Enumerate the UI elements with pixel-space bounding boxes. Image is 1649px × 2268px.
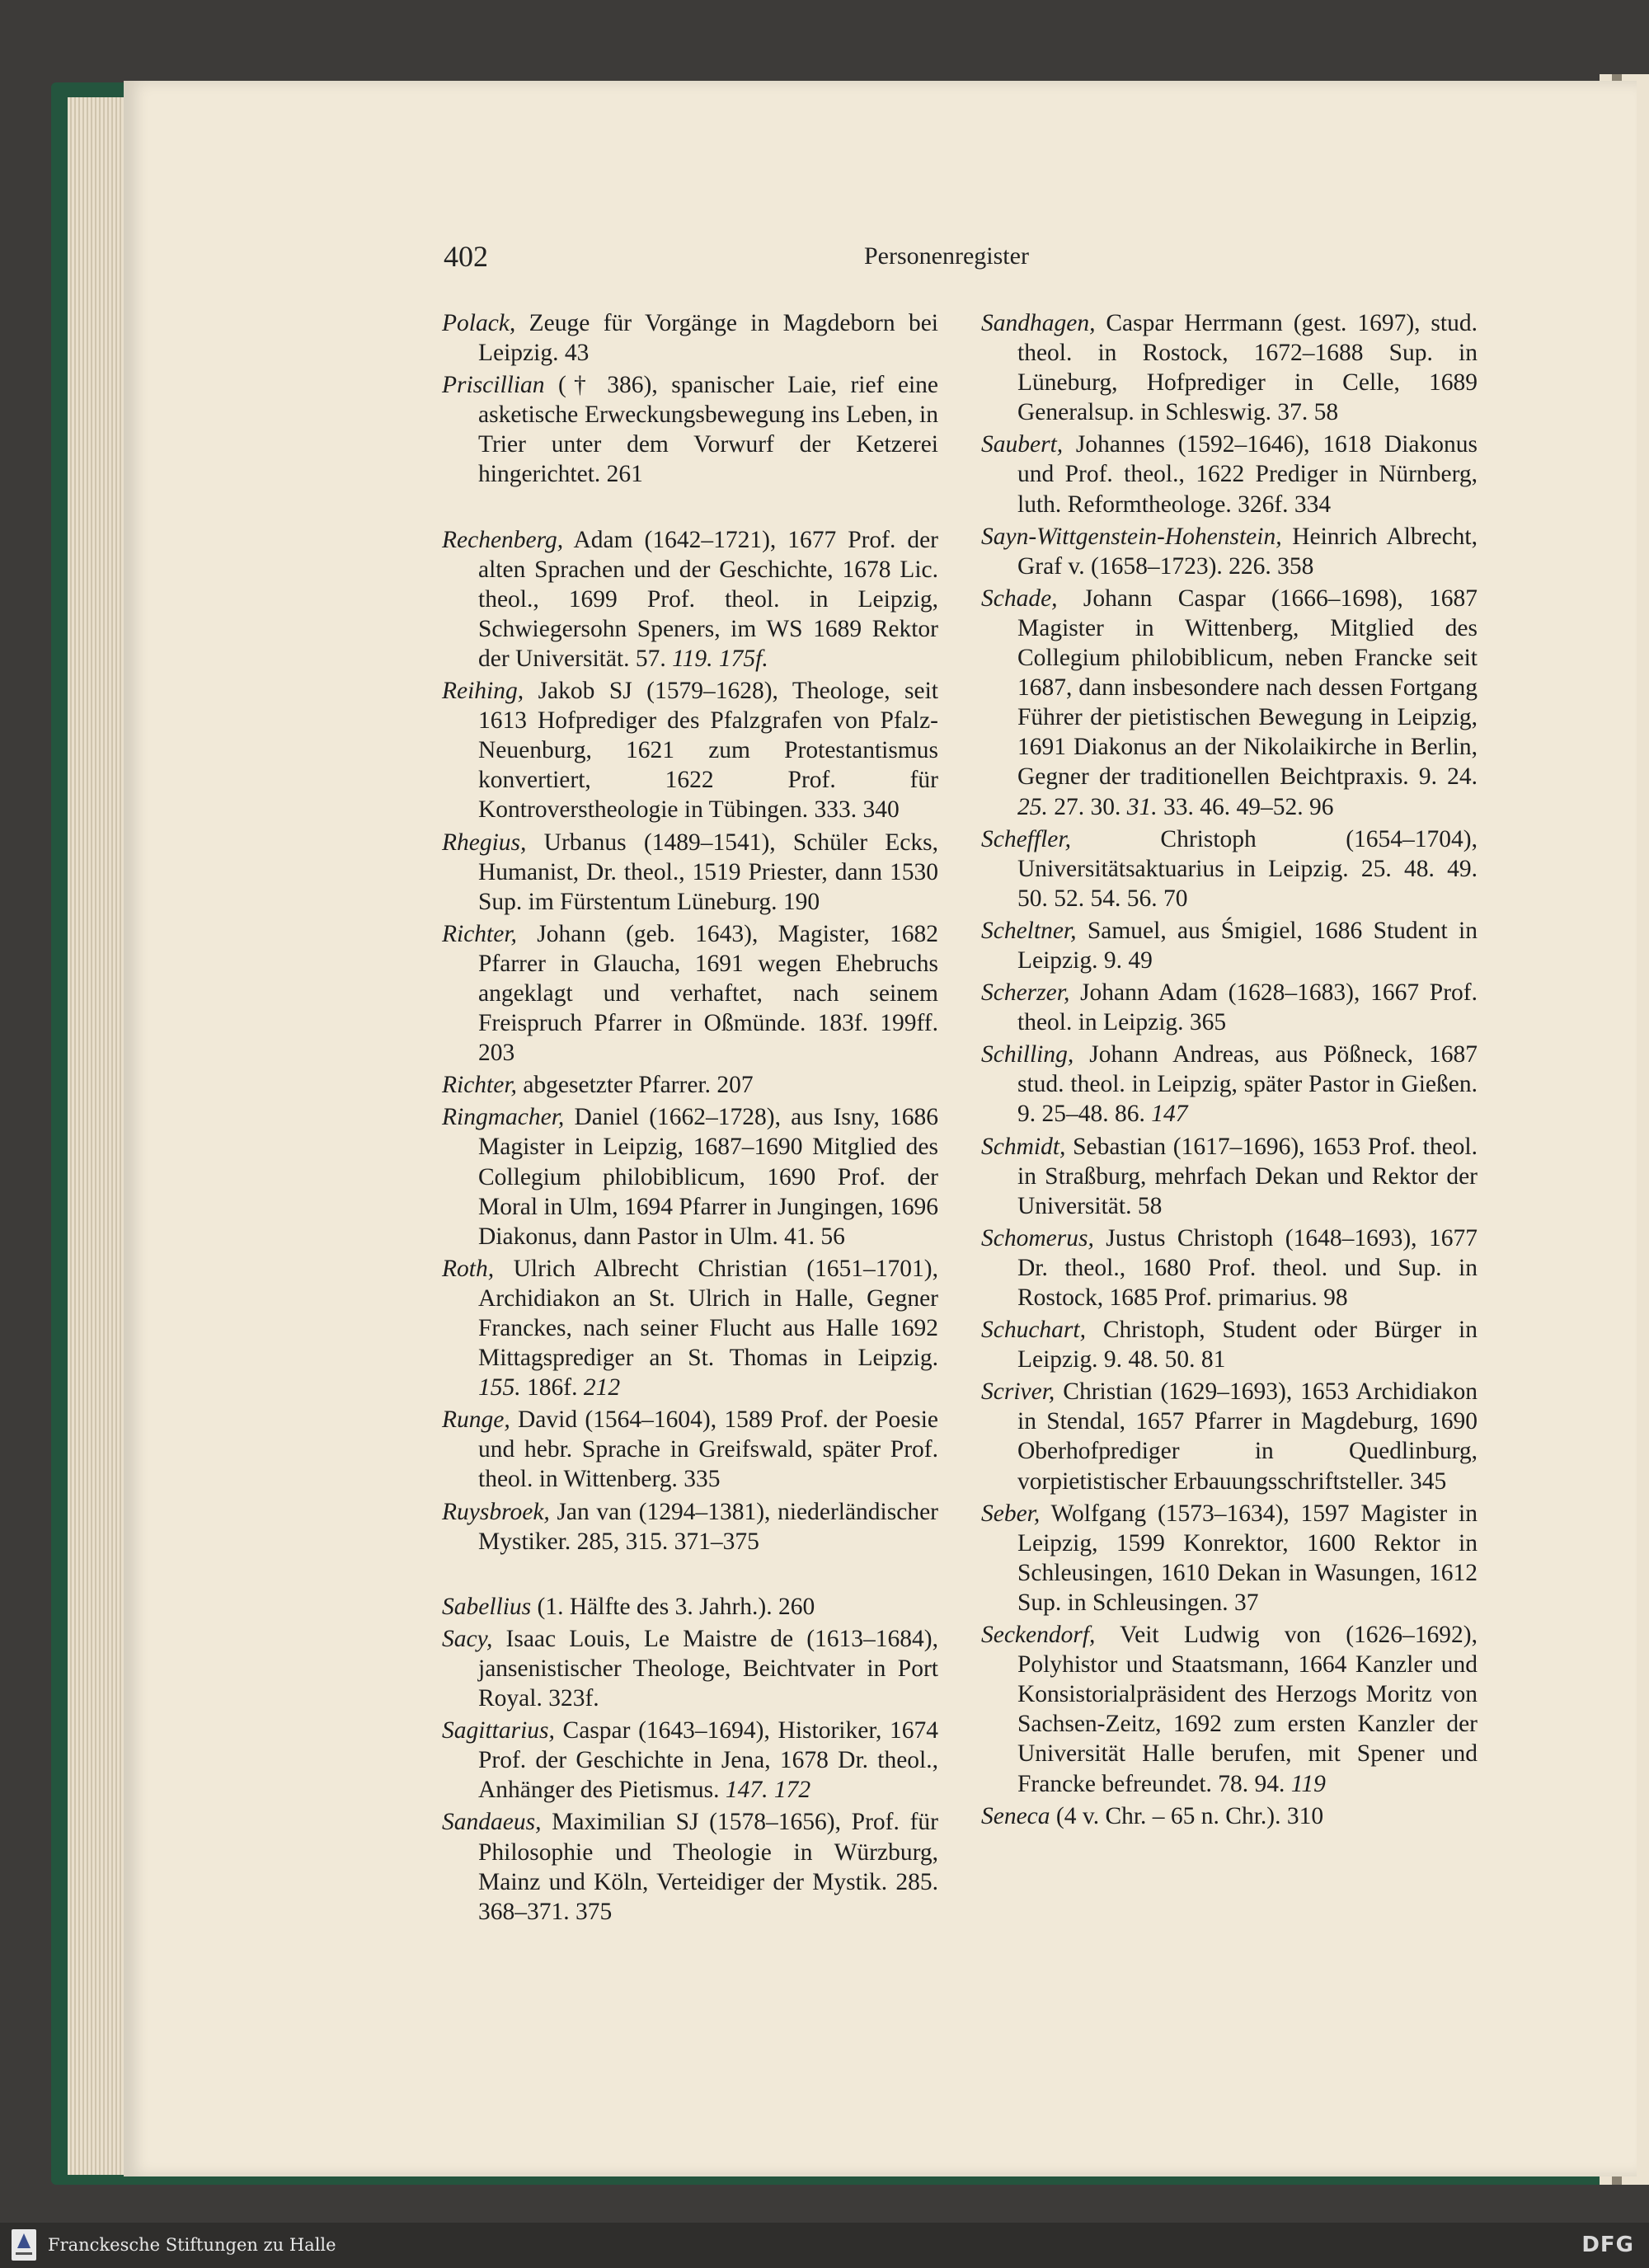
entry-text: Zeuge für Vorgänge in Magdeborn bei Leipzig. 43 — [478, 310, 938, 367]
entry-name: Ringmacher, — [442, 1104, 565, 1131]
institution-name[interactable]: Franckesche Stiftungen zu Halle — [48, 2235, 336, 2255]
index-column-left — [442, 308, 938, 1929]
entry-name: Sayn-Wittgenstein-Hohenstein, — [981, 523, 1282, 550]
entry-italic-ref: 25. — [1017, 793, 1048, 820]
index-entry — [981, 584, 1478, 822]
entry-italic-ref: 147 — [1151, 1101, 1188, 1128]
entry-italic-ref: 155. — [478, 1374, 521, 1402]
index-entry — [981, 1801, 1478, 1831]
index-entry — [442, 828, 938, 917]
letter-section-gap — [442, 492, 938, 525]
entry-name: Polack, — [442, 310, 516, 336]
entry-text: Caspar Herrmann (gest. 1697), stud. theol. in Rostock, 1672–1688 Sup. in Lüneburg, Hofprediger in Celle, 1689 Generalsup. in Schleswig. 37. 58 — [1017, 310, 1478, 426]
entry-text: Caspar (1643–1694), Historiker, 1674 Prof. der Geschichte in Jena, 1678 Dr. theol., Anhänger des Pietismus. — [478, 1717, 938, 1804]
entry-text: Daniel (1662–1728), aus Isny, 1686 Magister in Leipzig, 1687–1690 Mitglied des Collegium philobiblicum, 1690 Prof. der Moral in Ulm, 1694 Pfarrer in Jungingen, 1696 Diakonus, dann Pastor in Ulm. 41. 56 — [478, 1104, 938, 1250]
index-entry — [981, 1132, 1478, 1221]
entry-italic-ref: 31. — [1126, 793, 1158, 820]
entry-text: Samuel, aus Śmigiel, 1686 Student in Leipzig. 9. 49 — [1017, 917, 1478, 974]
page-number: 402 — [444, 240, 488, 273]
entry-text: Isaac Louis, Le Maistre de (1613–1684), jansenistischer Theologe, Beichtvater in Port Royal. 323f. — [478, 1625, 938, 1712]
index-entry — [442, 525, 938, 674]
dfg-badge: DFG — [1581, 2233, 1634, 2257]
entry-name: Scherzer, — [981, 979, 1070, 1007]
index-entry — [442, 1716, 938, 1805]
index-entry — [981, 1377, 1478, 1496]
entry-name: Schomerus, — [981, 1224, 1094, 1251]
entry-text: Johann Adam (1628–1683), 1667 Prof. theol. in Leipzig. 365 — [1017, 979, 1478, 1036]
entry-name: Schuchart, — [981, 1317, 1086, 1344]
index-entry — [442, 1102, 938, 1251]
index-entry — [981, 430, 1478, 519]
index-entry — [442, 1497, 938, 1557]
index-entry — [981, 522, 1478, 581]
entry-text: Urbanus (1489–1541), Schüler Ecks, Humanist, Dr. theol., 1519 Priester, dann 1530 Sup. im Fürstentum Lüneburg. 190 — [478, 829, 938, 915]
entry-italic-ref: 147. 172 — [725, 1777, 811, 1804]
entry-text: 33. 46. 49–52. 96 — [1157, 793, 1334, 820]
entry-name: Schmidt, — [981, 1133, 1066, 1160]
entry-name: Richter, — [442, 920, 517, 947]
entry-text: Johann Caspar (1666–1698), 1687 Magister in Wittenberg, Mitglied des Collegium philobiblicum, neben Francke seit 1687, dann insbesondere nach dessen Fortgang Führer der pietistischen Bewegung in Leipzig, 1691 Diakonus an der Nikolaikirche in Berlin, Gegner der traditionellen Beichtpraxis. 9. 24. — [1017, 585, 1478, 791]
entry-text: Veit Ludwig von (1626–1692), Polyhistor und Staatsmann, 1664 Kanzler und Konsistorialpräsident des Herzogs Moritz von Sachsen-Zeitz, 1692 zum ersten Kanzler der Universität Halle berufen, mit Spener und Francke befreundet. 78. 94. — [1017, 1622, 1478, 1797]
index-entry — [442, 370, 938, 489]
entry-name: Reihing, — [442, 678, 524, 705]
index-entry — [442, 1070, 938, 1100]
viewer-footer — [0, 2223, 1649, 2268]
letter-section-gap — [442, 1559, 938, 1592]
entry-text: 186f. — [520, 1374, 584, 1402]
entry-text: Justus Christoph (1648–1693), 1677 Dr. theol., 1680 Prof. theol. und Sup. in Rostock, 1685 Prof. primarius. 98 — [1017, 1224, 1478, 1311]
entry-text: Wolfgang (1573–1634), 1597 Magister in Leipzig, 1599 Konrektor, 1600 Rektor in Schleusingen, 1610 Dekan in Wasungen, 1612 Sup. in Schleusingen. 37 — [1017, 1500, 1478, 1616]
entry-italic-ref: 119. 175f. — [672, 645, 768, 672]
institution-logo-icon[interactable] — [12, 2229, 36, 2261]
entry-name: Sacy, — [442, 1625, 493, 1652]
index-entry — [442, 919, 938, 1068]
entry-name: Sagittarius, — [442, 1717, 555, 1744]
entry-text: Johann (geb. 1643), Magister, 1682 Pfarrer in Glaucha, 1691 wegen Ehebruchs angeklagt und verhaftet, nach seinem Freispruch Pfarrer in Oßmünde. 183f. 199ff. 203 — [478, 920, 938, 1067]
entry-name: Saubert, — [981, 431, 1064, 458]
entry-name: Sabellius — [442, 1593, 532, 1620]
index-entry — [981, 1040, 1478, 1129]
running-title: Personenregister — [864, 242, 1029, 270]
entry-text: Jakob SJ (1579–1628), Theologe, seit 1613 Hofprediger des Pfalzgrafen von Pfalz-Neuenburg, 1621 zum Protestantismus konvertiert, 1622 Prof. für Kontroverstheologie in Tübingen. 333. 340 — [478, 678, 938, 824]
entry-name: Sandhagen, — [981, 310, 1096, 336]
entry-text: Christoph (1654–1704), Universitätsaktuarius in Leipzig. 25. 48. 49. 50. 52. 54. 56. 70 — [1017, 825, 1478, 912]
index-column-right — [981, 308, 1478, 1834]
index-entry — [981, 308, 1478, 427]
entry-text: Sebastian (1617–1696), 1653 Prof. theol. in Straßburg, mehrfach Dekan und Rektor der Universität. 58 — [1017, 1133, 1478, 1219]
entry-name: Sandaeus, — [442, 1809, 542, 1836]
entry-text: Heinrich Albrecht, Graf v. (1658–1723). 226. 358 — [1017, 523, 1478, 580]
entry-italic-ref: 212 — [583, 1374, 621, 1402]
entry-text: Maximilian SJ (1578–1656), Prof. für Philosophie und Theologie in Würzburg, Mainz und Köln, Verteidiger der Mystik. 285. 368–371. 375 — [478, 1809, 938, 1925]
entry-text: Christian (1629–1693), 1653 Archidiakon in Stendal, 1657 Pfarrer in Magdeburg, 1690 Oberhofprediger in Quedlinburg, vorpietistischer Erbauungsschriftsteller. 345 — [1017, 1378, 1478, 1495]
entry-name: Priscillian — [442, 372, 545, 399]
index-entry — [442, 1592, 938, 1622]
entry-name: Rhegius, — [442, 829, 527, 856]
entry-name: Schade, — [981, 585, 1058, 612]
entry-name: Richter, — [442, 1072, 517, 1099]
entry-text: Johannes (1592–1646), 1618 Diakonus und Prof. theol., 1622 Prediger in Nürnberg, luth. Reformtheologe. 326f. 334 — [1017, 431, 1478, 518]
index-entry — [981, 1499, 1478, 1618]
entry-name: Seber, — [981, 1500, 1041, 1527]
index-entry — [442, 1254, 938, 1402]
entry-text: (1. Hälfte des 3. Jahrh.). 260 — [531, 1593, 815, 1620]
entry-text: David (1564–1604), 1589 Prof. der Poesie und hebr. Sprache in Greifswald, später Prof. theol. in Wittenberg. 335 — [478, 1406, 938, 1493]
entry-text: Ulrich Albrecht Christian (1651–1701), Archidiakon an St. Ulrich in Halle, Gegner Franckes, nach seiner Flucht aus Halle 1692 Mittagsprediger an St. Thomas in Leipzig. — [478, 1255, 938, 1372]
index-entry — [442, 1624, 938, 1713]
entry-text: Johann Andreas, aus Pößneck, 1687 stud. theol. in Leipzig, später Pastor in Gießen. 9. 25–48. 86. — [1017, 1041, 1478, 1128]
entry-text: 27. 30. — [1047, 793, 1127, 820]
entry-name: Scheffler, — [981, 825, 1071, 852]
index-entry — [981, 1315, 1478, 1374]
entry-text: Adam (1642–1721), 1677 Prof. der alten Sprachen und der Geschichte, 1678 Lic. theol., 1699 Prof. theol. in Leipzig, Schwiegersohn Speners, im WS 1689 Rektor der Universität. 57. — [478, 526, 938, 672]
entry-italic-ref: 119 — [1290, 1770, 1326, 1797]
entry-name: Rechenberg, — [442, 526, 564, 553]
index-entry — [981, 824, 1478, 913]
index-entry — [981, 978, 1478, 1037]
entry-name: Runge, — [442, 1406, 510, 1434]
entry-name: Ruysbroek, — [442, 1498, 550, 1525]
index-entry — [981, 1620, 1478, 1799]
entry-name: Scheltner, — [981, 917, 1077, 944]
entry-text: abgesetzter Pfarrer. 207 — [516, 1072, 754, 1099]
entry-name: Roth, — [442, 1255, 495, 1282]
entry-text: Jan van (1294–1381), niederländischer Mystiker. 285, 315. 371–375 — [478, 1498, 938, 1555]
index-entry — [442, 676, 938, 824]
entry-text: (4 v. Chr. – 65 n. Chr.). 310 — [1050, 1802, 1324, 1829]
entry-name: Schilling, — [981, 1041, 1074, 1068]
index-entry — [442, 1405, 938, 1494]
index-entry — [981, 1223, 1478, 1312]
entry-name: Seckendorf, — [981, 1622, 1096, 1649]
entry-text: Christoph, Student oder Bürger in Leipzig. 9. 48. 50. 81 — [1017, 1317, 1478, 1373]
index-entry — [981, 916, 1478, 975]
index-entry — [442, 1807, 938, 1926]
entry-text: († 386), spanischer Laie, rief eine asketische Erweckungsbewegung ins Leben, in Trier unter dem Vorwurf der Ketzerei hingerichtet. 261 — [478, 372, 938, 488]
index-entry — [442, 308, 938, 368]
entry-name: Scriver, — [981, 1378, 1055, 1406]
entry-name: Seneca — [981, 1802, 1050, 1829]
